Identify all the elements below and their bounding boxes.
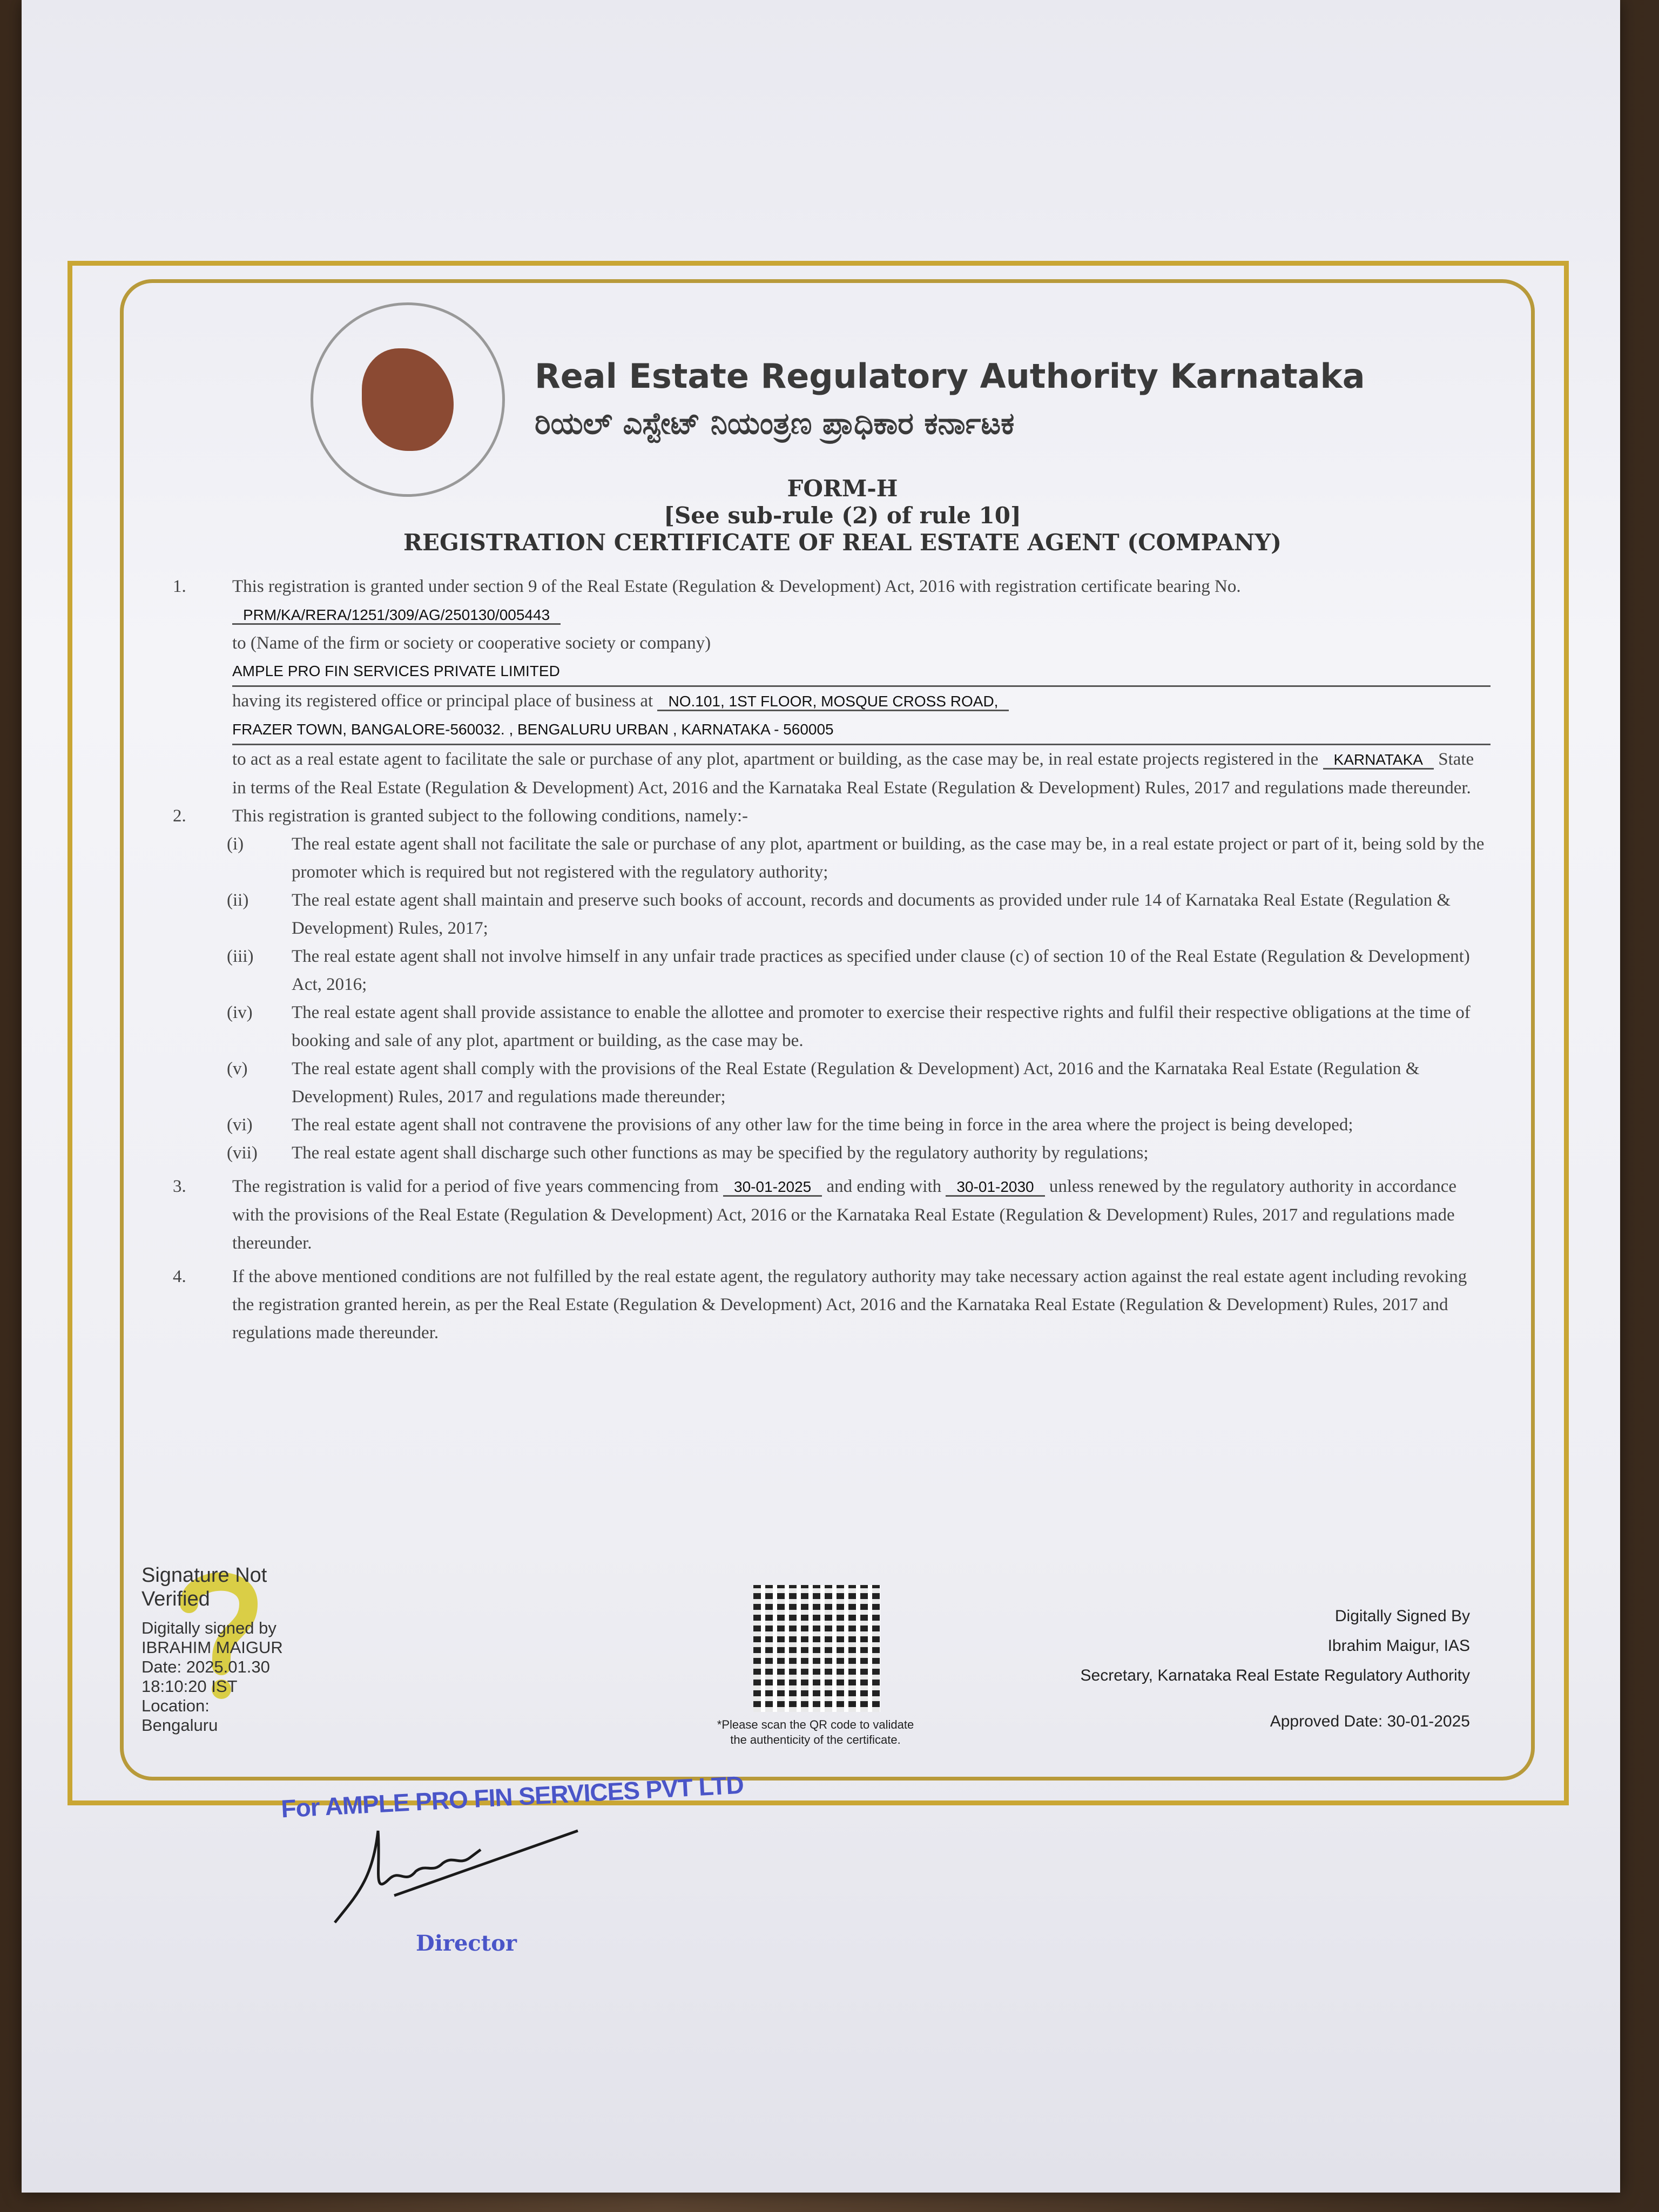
clause-text: and ending with bbox=[826, 1177, 942, 1196]
condition-text: The real estate agent shall not contravene the provisions of any other law for the time being in force in the area where the project is being developed; bbox=[292, 1115, 1353, 1135]
condition-number: (iv) bbox=[227, 1003, 253, 1022]
clause-text: to (Name of the firm or society or cooperative society or company) bbox=[232, 633, 711, 653]
handwritten-signature bbox=[324, 1820, 605, 1928]
clause-4 bbox=[173, 1263, 1491, 1347]
registration-number: PRM/KA/RERA/1251/309/AG/250130/005443 bbox=[232, 606, 561, 625]
validity-end-date: 30-01-2030 bbox=[946, 1178, 1044, 1197]
qr-note-line: the authenticity of the certificate. bbox=[730, 1733, 901, 1746]
authority-title-kannada: ರಿಯಲ್ ಎಸ್ಟೇಟ್ ನಿಯಂತ್ರಣ ಪ್ರಾಧಿಕಾರ ಕರ್ನಾಟಕ bbox=[535, 406, 1015, 441]
clause-number: 4. bbox=[173, 1267, 186, 1286]
validity-start-date: 30-01-2025 bbox=[723, 1178, 822, 1197]
condition-item bbox=[227, 942, 1491, 999]
clause-number: 3. bbox=[173, 1177, 186, 1196]
clause-text: This registration is granted under section 9 of the Real Estate (Regulation & Development) Act, 2016 with registration certificate bearing No. bbox=[232, 577, 1241, 596]
condition-item bbox=[227, 886, 1491, 942]
company-stamp: For AMPLE PRO FIN SERVICES PVT LTD bbox=[280, 1770, 744, 1823]
clause-text: The registration is valid for a period of five years commencing from bbox=[232, 1177, 719, 1196]
qr-note bbox=[686, 1717, 945, 1748]
clause-2 bbox=[173, 802, 1491, 830]
condition-item bbox=[227, 999, 1491, 1055]
signature-status: Verified bbox=[141, 1588, 210, 1610]
address-line-2: FRAZER TOWN, BANGALORE-560032. , BENGALURU URBAN , KARNATAKA - 560005 bbox=[232, 716, 1491, 745]
clause-text: This registration is granted subject to the following conditions, namely:- bbox=[232, 806, 748, 826]
condition-text: The real estate agent shall not facilitate the sale or purchase of any plot, apartment or building, as the case may be, in a real estate project or part of it, being sold by the promoter which is required but not registered with the regulatory authority; bbox=[292, 834, 1485, 882]
condition-number: (i) bbox=[227, 834, 244, 854]
signed-by-name: Ibrahim Maigur, IAS bbox=[1327, 1637, 1470, 1655]
director-label: Director bbox=[416, 1931, 517, 1956]
signed-by-title: Secretary, Karnataka Real Estate Regulatory Authority bbox=[1080, 1667, 1470, 1684]
location-value: Bengaluru bbox=[141, 1716, 218, 1735]
location-label: Location: bbox=[141, 1696, 210, 1715]
digital-signature-block bbox=[141, 1563, 283, 1735]
clause-3 bbox=[173, 1172, 1491, 1257]
condition-text: The real estate agent shall comply with the provisions of the Real Estate (Regulation & Development) Act, 2016 and the Karnataka Real Estate (Regulation & Development) Rules, 2017 and regulations made thereunder; bbox=[292, 1059, 1420, 1107]
state-name: KARNATAKA bbox=[1323, 751, 1434, 770]
sign-date: Date: 2025.01.30 bbox=[141, 1657, 270, 1676]
condition-text: The real estate agent shall provide assistance to enable the allottee and promoter to exercise their respective rights and fulfil their respective obligations at the time of booking and sale of any plot, apartment or building, as the case may be. bbox=[292, 1003, 1471, 1050]
company-name: AMPLE PRO FIN SERVICES PRIVATE LIMITED bbox=[232, 657, 1491, 687]
qr-note-line: *Please scan the QR code to validate bbox=[717, 1718, 914, 1731]
approved-date: Approved Date: 30-01-2025 bbox=[1270, 1712, 1470, 1730]
form-subrule: [See sub-rule (2) of rule 10] bbox=[664, 502, 1021, 529]
signature-status: Signature Not bbox=[141, 1564, 267, 1587]
signed-by-label: Digitally Signed By bbox=[1334, 1607, 1470, 1625]
clause-number: 1. bbox=[173, 577, 186, 596]
clause-1 bbox=[173, 572, 1491, 802]
condition-text: The real estate agent shall discharge such other functions as may be specified by the regulatory authority by regulations; bbox=[292, 1143, 1149, 1163]
qr-code[interactable] bbox=[753, 1585, 880, 1712]
condition-item bbox=[227, 1139, 1491, 1167]
condition-item bbox=[227, 830, 1491, 886]
condition-text: The real estate agent shall not involve himself in any unfair trade practices as specified under clause (c) of section 10 of the Real Estate (Regulation & Development) Act, 2016; bbox=[292, 947, 1470, 994]
signed-by-block bbox=[1081, 1601, 1470, 1690]
clause-text: having its registered office or principal place of business at bbox=[232, 691, 653, 711]
certificate-heading: REGISTRATION CERTIFICATE OF REAL ESTATE AGENT (COMPANY) bbox=[403, 529, 1282, 556]
certificate-body bbox=[173, 572, 1491, 1347]
condition-number: (vi) bbox=[227, 1115, 253, 1135]
karnataka-map-icon bbox=[362, 348, 454, 451]
signer-name: IBRAHIM MAIGUR bbox=[141, 1638, 283, 1657]
sign-time: 18:10:20 IST bbox=[141, 1677, 238, 1696]
form-heading bbox=[302, 475, 1382, 556]
condition-number: (v) bbox=[227, 1059, 248, 1078]
clause-text: unless renewed by the regulatory authority in accordance with the provisions of the Real Estate (Regulation & Development) Act, 2016 or the Karnataka Real Estate (Regulation & Development) Rules, 2017 and regulations made thereunder. bbox=[232, 1177, 1457, 1253]
authority-title: Real Estate Regulatory Authority Karnataka bbox=[535, 356, 1365, 396]
condition-item bbox=[227, 1055, 1491, 1111]
clause-text: If the above mentioned conditions are not fulfilled by the real estate agent, the regulatory authority may take necessary action against the real estate agent including revoking the registration granted herein, as per the Real Estate (Regulation & Development) Act, 2016 and the Karnataka Real Estate (Regulation & Development) Rules, 2017 and regulations made thereunder. bbox=[232, 1267, 1467, 1343]
signer-label: Digitally signed by bbox=[141, 1618, 276, 1637]
rera-seal-logo bbox=[311, 302, 505, 497]
condition-text: The real estate agent shall maintain and preserve such books of account, records and documents as provided under rule 14 of Karnataka Real Estate (Regulation & Development) Rules, 2017; bbox=[292, 891, 1451, 938]
address-line-1: NO.101, 1ST FLOOR, MOSQUE CROSS ROAD, bbox=[657, 693, 1009, 711]
form-name: FORM-H bbox=[787, 475, 898, 502]
clause-number: 2. bbox=[173, 806, 186, 826]
condition-item bbox=[227, 1111, 1491, 1139]
clause-text: State in terms of the Real Estate (Regulation & Development) Act, 2016 and the Karnataka Real Estate (Regulation & Development) Rules, 2017 and regulations made thereunder. bbox=[232, 750, 1474, 798]
clause-text: to act as a real estate agent to facilitate the sale or purchase of any plot, apartment or building, as the case may be, in real estate projects registered in the bbox=[232, 750, 1319, 769]
condition-number: (ii) bbox=[227, 891, 249, 910]
condition-number: (iii) bbox=[227, 947, 254, 966]
condition-number: (vii) bbox=[227, 1143, 258, 1163]
